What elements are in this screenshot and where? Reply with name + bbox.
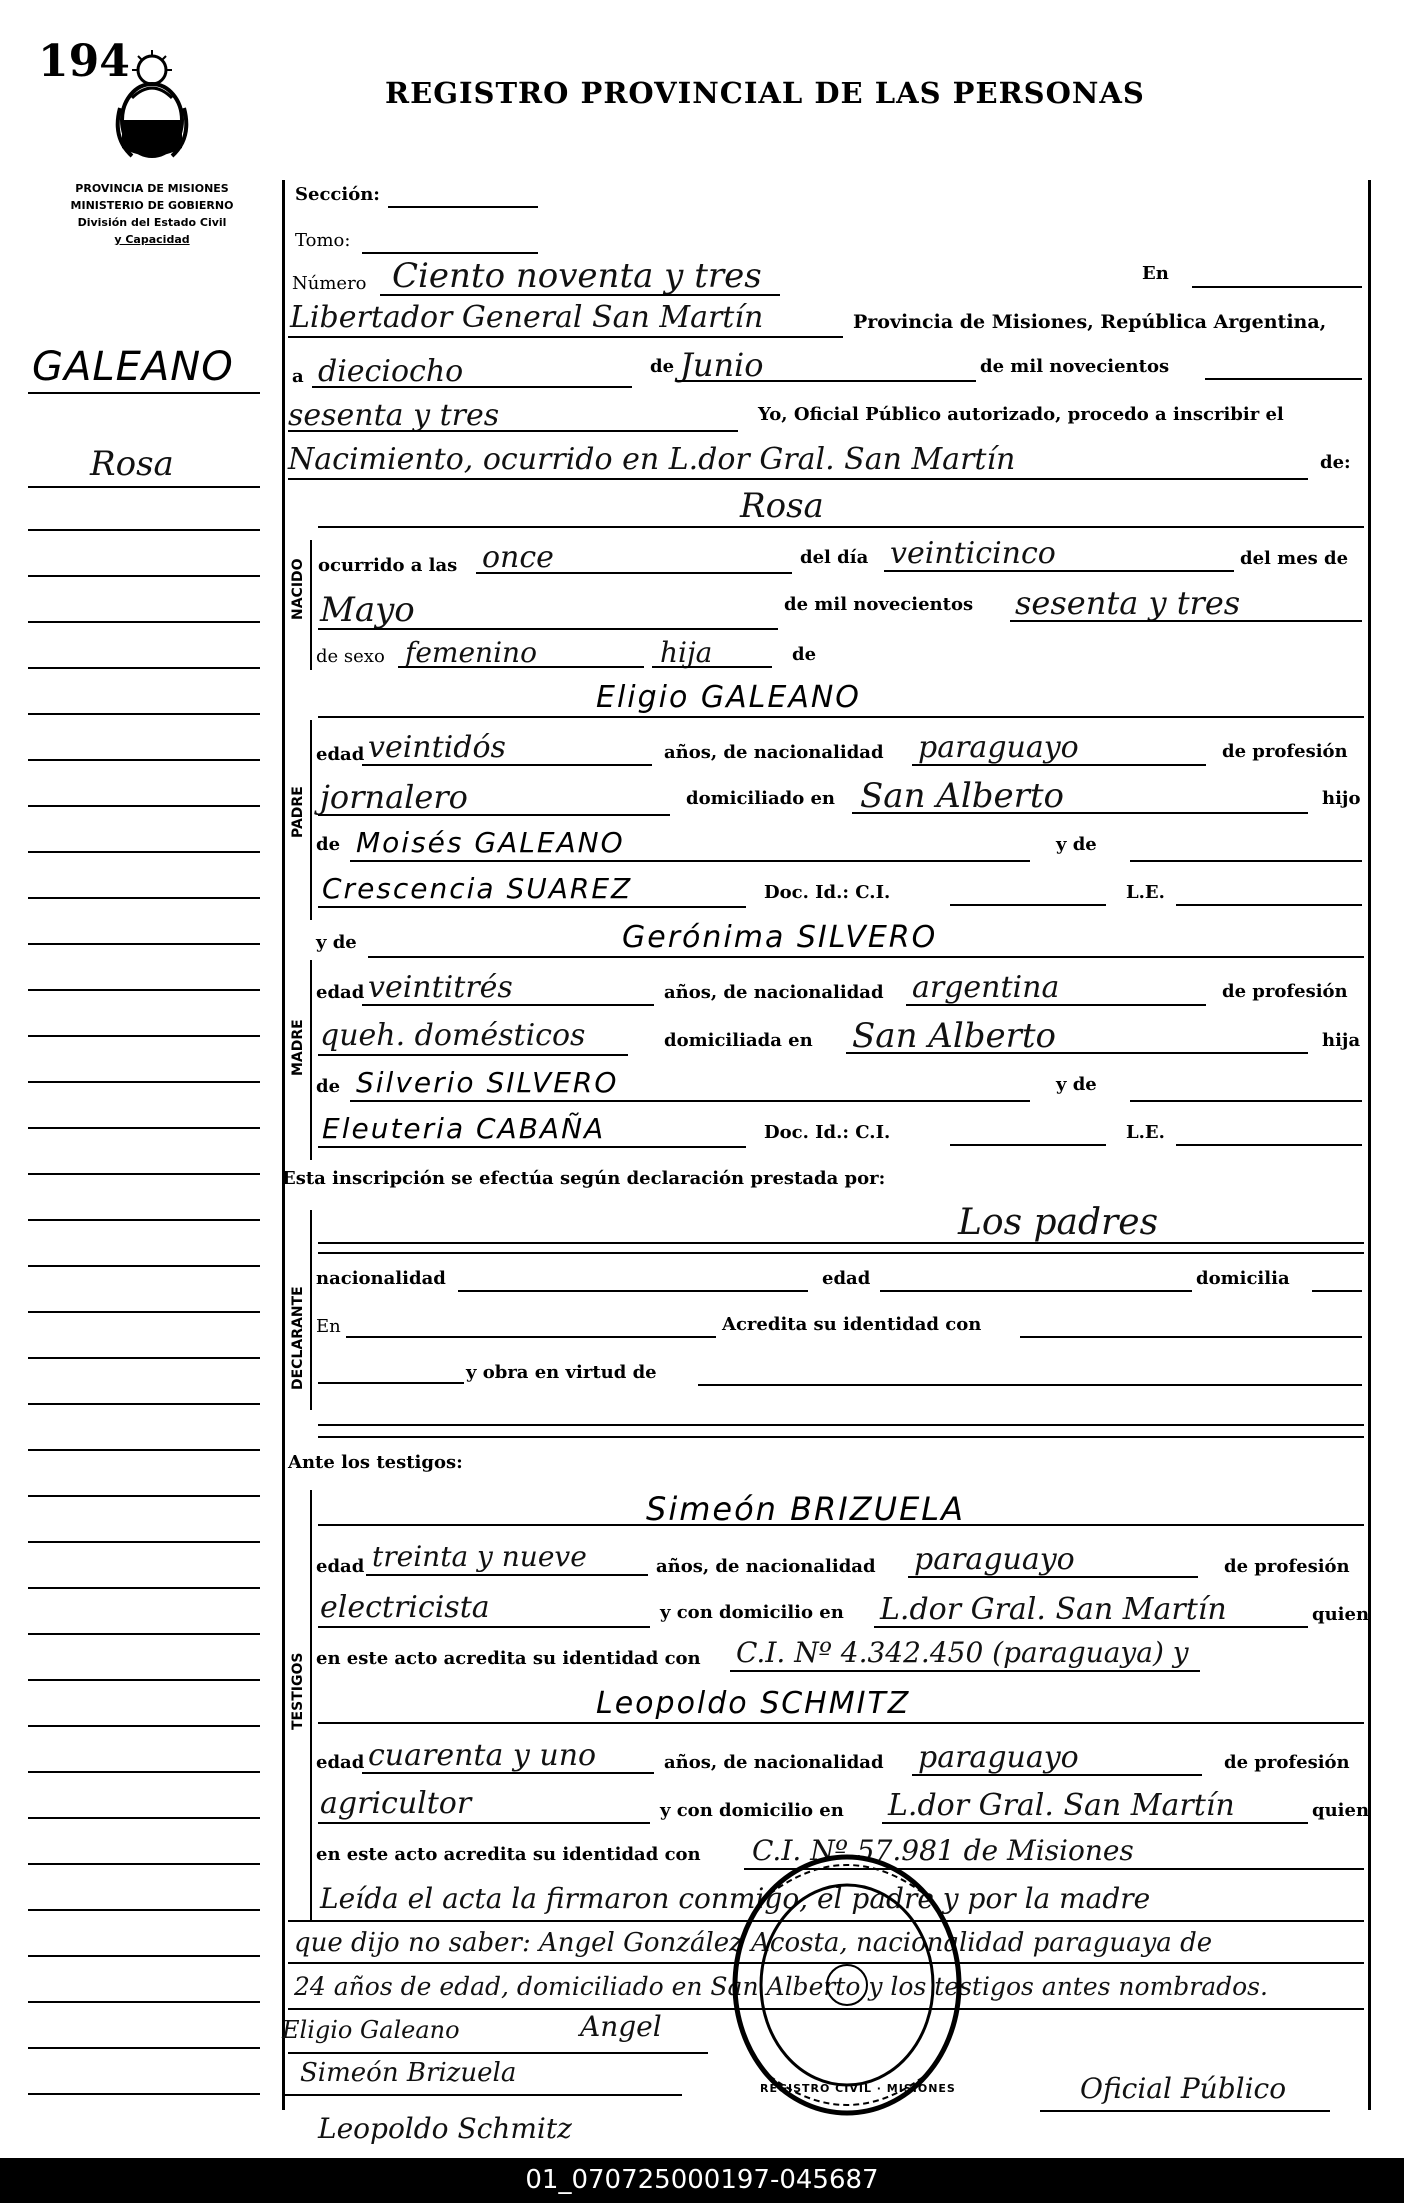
nacido-filiacion: hija bbox=[660, 636, 713, 669]
testigo1-profesion: electricista bbox=[320, 1590, 490, 1625]
madre-madre: Eleuteria CABAÑA bbox=[322, 1112, 606, 1145]
padre-label: PADRE bbox=[290, 786, 306, 838]
de-sexo-label: de sexo bbox=[316, 646, 385, 667]
margin-ruled-lines bbox=[28, 500, 263, 2120]
closing-line-2: que dijo no saber: Angel González Acosta, nacionalidad paraguaya de bbox=[294, 1928, 1213, 1958]
declaracion-label: Esta inscripción se efectúa según declaración prestada por: bbox=[282, 1168, 886, 1189]
domiciliada-label: domiciliada en bbox=[664, 1030, 813, 1051]
madre-label: MADRE bbox=[290, 1019, 306, 1076]
hijo-label: hijo bbox=[1322, 788, 1361, 809]
de-profesion-label-testigo1: de profesión bbox=[1224, 1556, 1350, 1577]
nacido-sexo: femenino bbox=[405, 636, 537, 669]
doc-id-label-padre: Doc. Id.: C.I. bbox=[764, 882, 891, 903]
document-title: REGISTRO PROVINCIAL DE LAS PERSONAS bbox=[385, 76, 1145, 110]
stamp-text: REGISTRO CIVIL · MISIONES bbox=[760, 2082, 956, 2095]
madre-profesion: queh. domésticos bbox=[320, 1018, 586, 1053]
y-de-label-madre: y de bbox=[316, 932, 357, 953]
declarante-nombre: Los padres bbox=[958, 1202, 1159, 1243]
act-anio: sesenta y tres bbox=[288, 398, 500, 433]
padre-nacionalidad: paraguayo bbox=[918, 730, 1079, 765]
testigo2-profesion: agricultor bbox=[320, 1786, 472, 1821]
padre-padre: Moisés GALEANO bbox=[356, 826, 625, 859]
form-left-border bbox=[282, 180, 285, 2110]
con-domicilio-label-testigo2: y con domicilio en bbox=[660, 1800, 844, 1821]
nacido-hora: once bbox=[482, 540, 554, 575]
testigo2-edad: cuarenta y uno bbox=[368, 1738, 597, 1773]
testigo2-nacionalidad: paraguayo bbox=[918, 1740, 1079, 1775]
ante-testigos-label: Ante los testigos: bbox=[288, 1452, 463, 1473]
edad-label-madre: edad bbox=[316, 982, 365, 1003]
anios-nac-label-padre: años, de nacionalidad bbox=[664, 742, 884, 763]
de-label-madre: de bbox=[316, 1076, 341, 1097]
en-label: En bbox=[1142, 263, 1169, 284]
madre-nacionalidad: argentina bbox=[912, 970, 1060, 1005]
le-label-madre: L.E. bbox=[1126, 1122, 1165, 1143]
office-line-4: y Capacidad bbox=[114, 233, 190, 246]
nacido-mes: Mayo bbox=[320, 590, 415, 630]
act-dia: dieciocho bbox=[318, 354, 464, 389]
acredita-identidad-label: Acredita su identidad con bbox=[722, 1314, 982, 1335]
seccion-label: Sección: bbox=[295, 184, 380, 205]
acto-acredita-label-testigo1: en este acto acredita su identidad con bbox=[316, 1648, 701, 1669]
domicilia-label: domicilia bbox=[1196, 1268, 1290, 1289]
office-heading bbox=[32, 180, 272, 248]
de-profesion-label-madre: de profesión bbox=[1222, 981, 1348, 1002]
signature-witness-angel: Angel bbox=[580, 2010, 662, 2043]
document-id-footer: 01_070725000197-045687 bbox=[0, 2158, 1404, 2203]
hija-label: hija bbox=[1322, 1030, 1361, 1051]
testigo1-identidad: C.I. Nº 4.342.450 (paraguaya) y bbox=[736, 1636, 1189, 1669]
testigo1-edad: treinta y nueve bbox=[372, 1540, 587, 1573]
act-inscripcion: Nacimiento, ocurrido en L.dor Gral. San Martín bbox=[288, 442, 1016, 477]
a-label: a bbox=[292, 366, 304, 387]
nacido-nombre: Rosa bbox=[740, 486, 824, 526]
margin-given-name: Rosa bbox=[90, 444, 174, 484]
nacido-anio: sesenta y tres bbox=[1015, 584, 1241, 622]
nacido-label: NACIDO bbox=[290, 558, 306, 620]
act-lugar: Libertador General San Martín bbox=[290, 300, 764, 335]
anios-nac-label-madre: años, de nacionalidad bbox=[664, 982, 884, 1003]
domiciliado-label: domiciliado en bbox=[686, 788, 836, 809]
nacionalidad-label-declarante: nacionalidad bbox=[316, 1268, 446, 1289]
office-line-2: MINISTERIO DE GOBIERNO bbox=[70, 199, 234, 212]
le-label-padre: L.E. bbox=[1126, 882, 1165, 903]
padre-nombre: Eligio GALEANO bbox=[596, 680, 861, 715]
numero-label: Número bbox=[292, 273, 367, 294]
en-label-declarante: En bbox=[316, 1316, 341, 1337]
testigo2-domicilio: L.dor Gral. San Martín bbox=[888, 1788, 1235, 1823]
acto-acredita-label-testigo2: en este acto acredita su identidad con bbox=[316, 1844, 701, 1865]
y-de-label-madre-2: y de bbox=[1056, 1074, 1097, 1095]
closing-line-1: Leída el acta la firmaron conmigo, el padre y por la madre bbox=[320, 1882, 1151, 1915]
tomo-label: Tomo: bbox=[295, 230, 351, 251]
de-label-2: de bbox=[792, 644, 817, 665]
edad-label-testigo2: edad bbox=[316, 1752, 365, 1773]
provincia-label: Provincia de Misiones, República Argentina, bbox=[853, 311, 1327, 333]
anios-nac-label-testigo2: años, de nacionalidad bbox=[664, 1752, 884, 1773]
de-profesion-label-padre: de profesión bbox=[1222, 741, 1348, 762]
testigo1-nacionalidad: paraguayo bbox=[914, 1542, 1075, 1577]
office-line-1: PROVINCIA DE MISIONES bbox=[75, 182, 229, 195]
edad-label-padre: edad bbox=[316, 744, 365, 765]
padre-edad: veintidós bbox=[368, 730, 506, 765]
de-profesion-label-testigo2: de profesión bbox=[1224, 1752, 1350, 1773]
signature-witness-2: Leopoldo Schmitz bbox=[318, 2112, 572, 2145]
padre-domicilio: San Alberto bbox=[860, 776, 1064, 816]
doc-id-label-madre: Doc. Id.: C.I. bbox=[764, 1122, 891, 1143]
de-mil-label-2: de mil novecientos bbox=[784, 594, 974, 615]
testigos-label: TESTIGOS bbox=[290, 1652, 306, 1730]
signature-witness-1: Simeón Brizuela bbox=[300, 2058, 517, 2088]
del-mes-label: del mes de bbox=[1240, 548, 1349, 569]
de-colon-label: de: bbox=[1320, 452, 1351, 473]
madre-edad: veintitrés bbox=[368, 970, 513, 1005]
testigo2-identidad: C.I. Nº 57.981 de Misiones bbox=[752, 1834, 1134, 1867]
obra-virtud-label: y obra en virtud de bbox=[466, 1362, 657, 1383]
ocurrido-a-label: ocurrido a las bbox=[318, 555, 458, 576]
nacido-dia: veinticinco bbox=[890, 536, 1056, 571]
signature-official: Oficial Público bbox=[1080, 2072, 1287, 2105]
corner-number: 194 bbox=[38, 36, 130, 87]
edad-label-declarante: edad bbox=[822, 1268, 871, 1289]
testigo2-nombre: Leopoldo SCHMITZ bbox=[596, 1686, 911, 1721]
de-label-padre: de bbox=[316, 834, 341, 855]
quien-label-testigo2: quien bbox=[1312, 1800, 1370, 1821]
y-de-label-padre: y de bbox=[1056, 834, 1097, 855]
testigo1-domicilio: L.dor Gral. San Martín bbox=[880, 1592, 1227, 1627]
act-mes: Junio bbox=[680, 346, 764, 384]
closing-line-3: 24 años de edad, domiciliado en San Alberto y los testigos antes nombrados. bbox=[294, 1972, 1268, 2001]
con-domicilio-label-testigo1: y con domicilio en bbox=[660, 1602, 844, 1623]
del-dia-label: del día bbox=[800, 547, 869, 568]
coat-of-arms-emblem bbox=[112, 48, 192, 168]
office-line-3: División del Estado Civil bbox=[77, 216, 227, 229]
padre-madre: Crescencia SUAREZ bbox=[322, 872, 633, 905]
margin-surname: GALEANO bbox=[32, 344, 234, 390]
madre-nombre: Gerónima SILVERO bbox=[622, 920, 938, 955]
madre-domicilio: San Alberto bbox=[852, 1016, 1056, 1056]
declarante-label: DECLARANTE bbox=[290, 1286, 306, 1390]
quien-label-testigo1: quien bbox=[1312, 1604, 1370, 1625]
edad-label-testigo1: edad bbox=[316, 1556, 365, 1577]
act-numero: Ciento noventa y tres bbox=[392, 256, 762, 296]
signature-father: Eligio Galeano bbox=[282, 2016, 460, 2044]
anios-nac-label-testigo1: años, de nacionalidad bbox=[656, 1556, 876, 1577]
de-mil-label-1: de mil novecientos bbox=[980, 356, 1170, 377]
de-label-1: de bbox=[650, 356, 675, 377]
padre-profesion: jornalero bbox=[320, 778, 468, 816]
madre-padre: Silverio SILVERO bbox=[356, 1066, 619, 1099]
yo-oficial-label: Yo, Oficial Público autorizado, procedo a inscribir el bbox=[758, 404, 1284, 425]
testigo1-nombre: Simeón BRIZUELA bbox=[646, 1490, 965, 1528]
